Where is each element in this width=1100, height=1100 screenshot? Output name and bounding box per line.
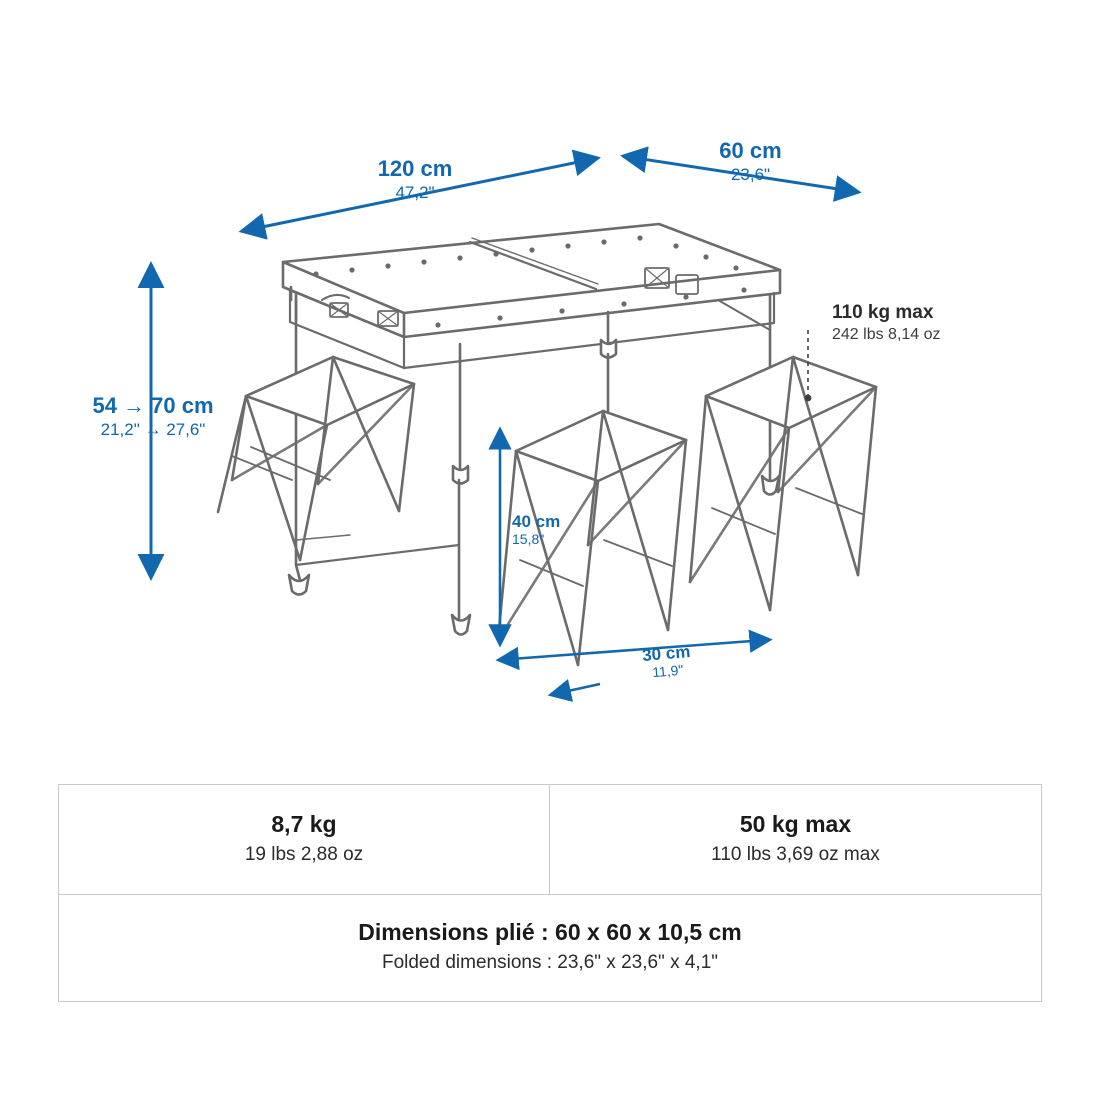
arrow-seat-width-tick xyxy=(568,684,600,691)
stool-max-load-callout: 110 kg max 242 lbs 8,14 oz xyxy=(832,302,941,343)
table-row xyxy=(59,895,1041,1000)
cell-weight: 8,7 kg 19 lbs 2,88 oz xyxy=(59,785,550,894)
dimension-length-label: 120 cm 47,2" xyxy=(377,156,453,202)
table-illustration xyxy=(218,224,876,665)
table-row xyxy=(59,785,1041,895)
dimension-width-label: 60 cm 23,6" xyxy=(719,138,782,184)
cell-max-load: 50 kg max 110 lbs 3,69 oz max xyxy=(711,811,880,865)
cell-folded-dimensions: Dimensions plié : 60 x 60 x 10,5 cm Folded dimensions : 23,6" x 23,6" x 4,1" xyxy=(358,919,742,973)
dimension-seat-width-label: 30 cm 11,9" xyxy=(641,641,692,681)
specifications-table xyxy=(58,784,1042,1002)
dimension-height-label: 54 → 70 cm 21,2" → 27,6" xyxy=(92,393,214,439)
dimension-seat-height-label: 40 cm 15,8" xyxy=(512,512,561,548)
